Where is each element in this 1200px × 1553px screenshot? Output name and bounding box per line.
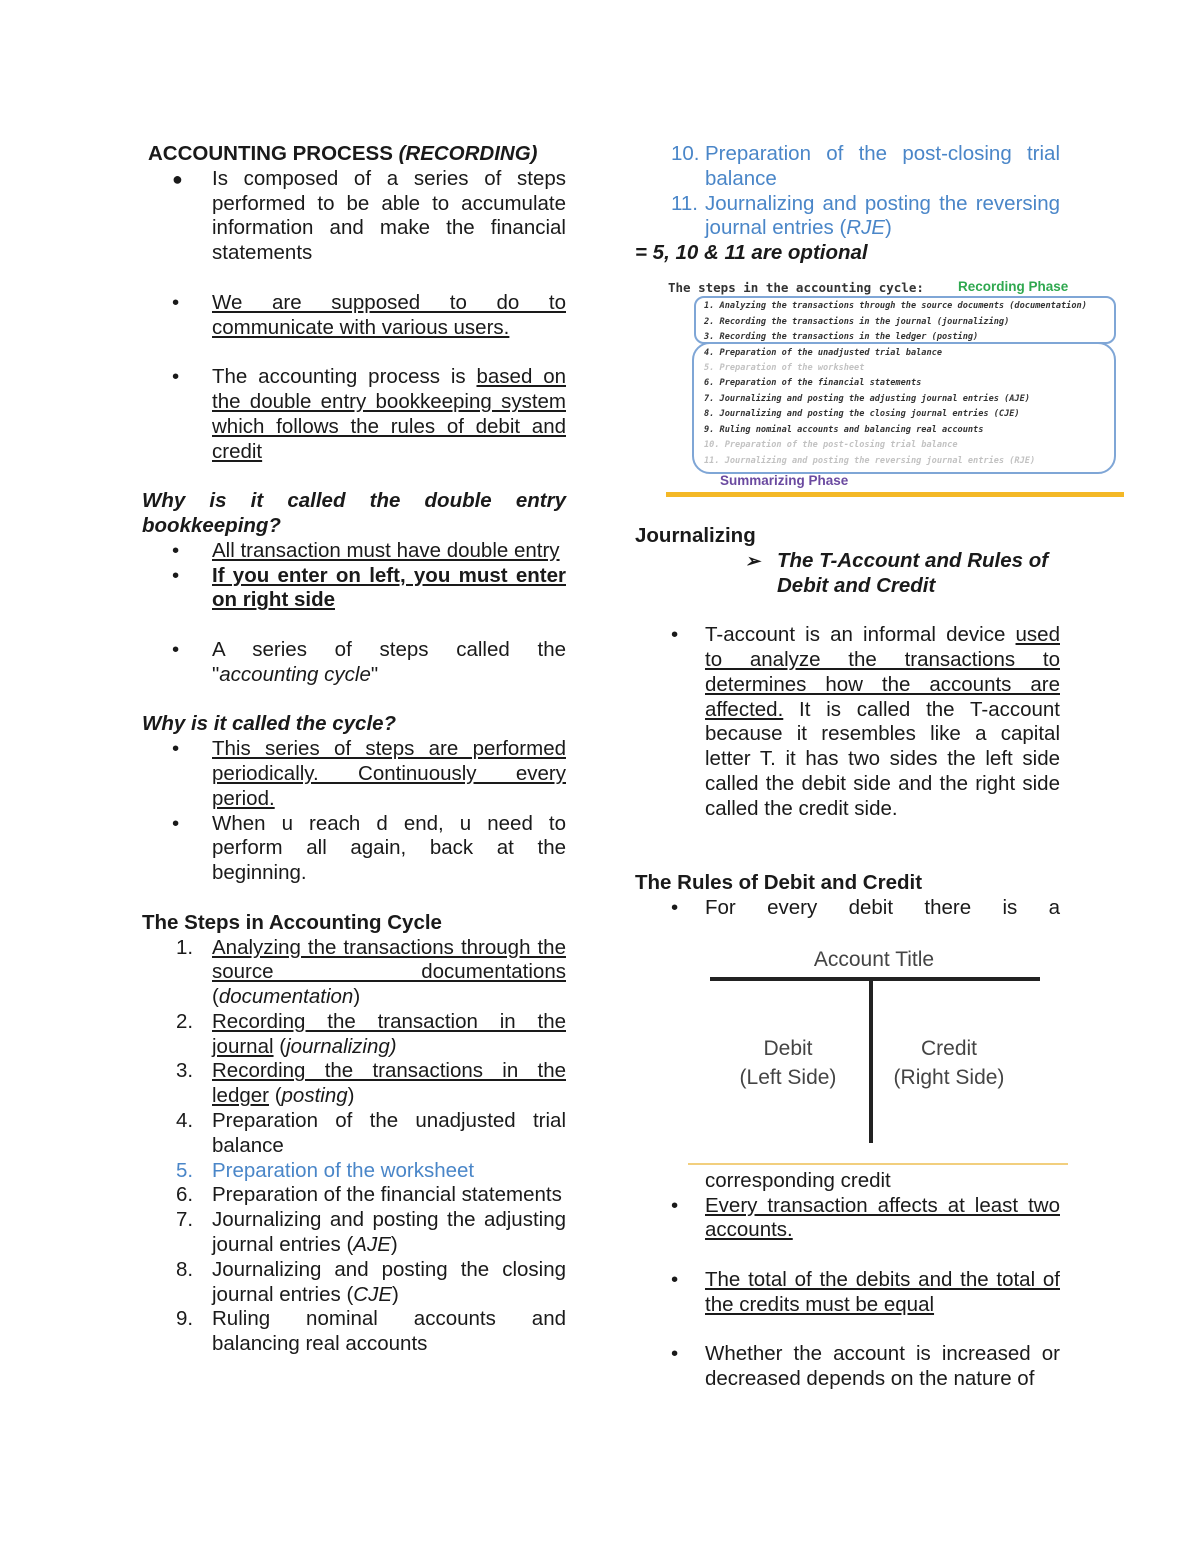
figure-step: 5. Preparation of the worksheet xyxy=(704,363,865,373)
bullet-icon: • xyxy=(172,637,180,661)
list-item: • If you enter on left, you must enter on right side xyxy=(172,563,566,612)
figure-step: 4. Preparation of the unadjusted trial balance xyxy=(704,348,942,358)
figure-underline xyxy=(666,492,1124,497)
list-item: • Every transaction affects at least two accounts. xyxy=(671,1193,1060,1242)
rules-heading: The Rules of Debit and Credit xyxy=(635,871,923,895)
t-account-debit-label: Debit (Left Side) xyxy=(739,1037,837,1089)
list-item: • We are supposed to do to communicate with various users. xyxy=(172,290,566,339)
figure-step: 10. Preparation of the post-closing trial balance xyxy=(704,440,958,450)
list-item: • Whether the account is increased or decreased depends on the nature of xyxy=(671,1342,1060,1391)
step-item: 2. Recording the transaction in the journal (journalizing) xyxy=(176,1009,566,1058)
figure-step: 1. Analyzing the transactions through the source documents (documentation) xyxy=(704,301,1087,311)
list-item: • All transaction must have double entry xyxy=(172,538,560,562)
step-item-optional: 10. Preparation of the post-closing trial balance xyxy=(671,142,1060,190)
step-item: 8. Journalizing and posting the closing journal entries (CJE) xyxy=(176,1257,566,1306)
step-item: 1. Analyzing the transactions through the source documentations (documentation) xyxy=(176,935,566,1009)
t-account-figure xyxy=(688,940,1068,1168)
section-title: ACCOUNTING PROCESS (RECORDING) xyxy=(148,142,538,165)
bullet-icon: • xyxy=(172,365,180,389)
summarizing-phase-label: Summarizing Phase xyxy=(720,473,849,488)
list-item: • When u reach d end, u need to perform all again, back at the beginning. xyxy=(172,811,566,885)
bullet-icon: • xyxy=(172,563,180,587)
list-item: • This series of steps are performed periodically. Continuously every period. xyxy=(172,737,566,810)
list-item-continued: corresponding credit xyxy=(705,1168,891,1192)
bullet-icon: • xyxy=(172,811,180,835)
bullet-icon: • xyxy=(172,737,180,761)
arrow-bullet-icon: ➢ xyxy=(745,550,761,571)
bullet-icon: ● xyxy=(172,168,183,189)
t-account-vertical-line xyxy=(869,977,873,1143)
step-item: 9. Ruling nominal accounts and balancing real accounts xyxy=(176,1307,566,1356)
recording-phase-label: Recording Phase xyxy=(958,279,1069,294)
t-account-horizontal-line xyxy=(710,977,1040,981)
step-item: 6. Preparation of the financial statements xyxy=(176,1183,562,1207)
step-item: 4. Preparation of the unadjusted trial balance xyxy=(176,1109,566,1157)
figure-underline xyxy=(688,1163,1068,1165)
list-item: ● Is composed of a series of steps performed to be able to accumulate information and make the financial statements xyxy=(172,166,566,265)
bullet-icon: • xyxy=(671,1342,679,1366)
bullet-icon: • xyxy=(671,895,679,919)
left-column xyxy=(142,142,566,1357)
figure-step: 2. Recording the transactions in the journal (journalizing) xyxy=(704,317,1010,327)
figure-step: 6. Preparation of the financial statements xyxy=(704,378,922,388)
figure-step: 7. Journalizing and posting the adjusting journal entries (AJE) xyxy=(704,394,1030,404)
bullet-icon: • xyxy=(671,1267,679,1291)
figure-step: 8. Journalizing and posting the closing journal entries (CJE) xyxy=(704,409,1020,419)
optional-note: = 5, 10 & 11 are optional xyxy=(635,241,868,265)
figure-step: 11. Journalizing and posting the reversing journal entries (RJE) xyxy=(704,456,1036,466)
list-item: • The accounting process is based on the double entry bookkeeping system which follows the rules of debit and credit xyxy=(172,365,566,463)
summarizing-phase-box xyxy=(692,342,1116,474)
steps-heading: The Steps in Accounting Cycle xyxy=(142,910,442,934)
figure-title: The steps in the accounting cycle: xyxy=(668,280,924,295)
question-heading: Why is it called the cycle? xyxy=(142,712,397,736)
step-item: 7. Journalizing and posting the adjusting journal entries (AJE) xyxy=(176,1208,566,1257)
step-item-optional: 5. Preparation of the worksheet xyxy=(176,1158,475,1182)
list-item: • A series of steps called the "accounting cycle" xyxy=(172,637,566,686)
list-item: • For every debit there is a xyxy=(671,895,1060,919)
question-heading: Why is it called the double entry bookkeeping? xyxy=(142,489,566,537)
list-item: • T-account is an informal device used to analyze the transactions to determines how the accounts are affected. It is called the T-account because it resembles like a capital letter T. it has two sides the left side called the debit side and the right side called the credit side. xyxy=(671,623,1060,820)
bullet-icon: • xyxy=(671,623,679,647)
step-item-optional: 11. Journalizing and posting the reversing journal entries (RJE) xyxy=(671,191,1060,240)
bullet-icon: • xyxy=(172,290,180,314)
figure-step: 9. Ruling nominal accounts and balancing real accounts xyxy=(704,425,984,435)
journalizing-heading: Journalizing xyxy=(635,523,756,547)
accounting-cycle-figure xyxy=(666,276,1126,498)
figure-step: 3. Recording the transactions in the ledger (posting) xyxy=(704,332,979,342)
list-item: • The total of the debits and the total of the credits must be equal xyxy=(671,1267,1060,1316)
t-account-credit-label: Credit (Right Side) xyxy=(893,1037,1005,1089)
t-account-title: Account Title xyxy=(813,948,935,971)
bullet-icon: • xyxy=(671,1193,679,1217)
subheading: ➢ The T-Account and Rules of Debit and Credit xyxy=(745,548,1049,597)
bullet-icon: • xyxy=(172,538,180,562)
step-item: 3. Recording the transactions in the ledger (posting) xyxy=(176,1059,566,1108)
